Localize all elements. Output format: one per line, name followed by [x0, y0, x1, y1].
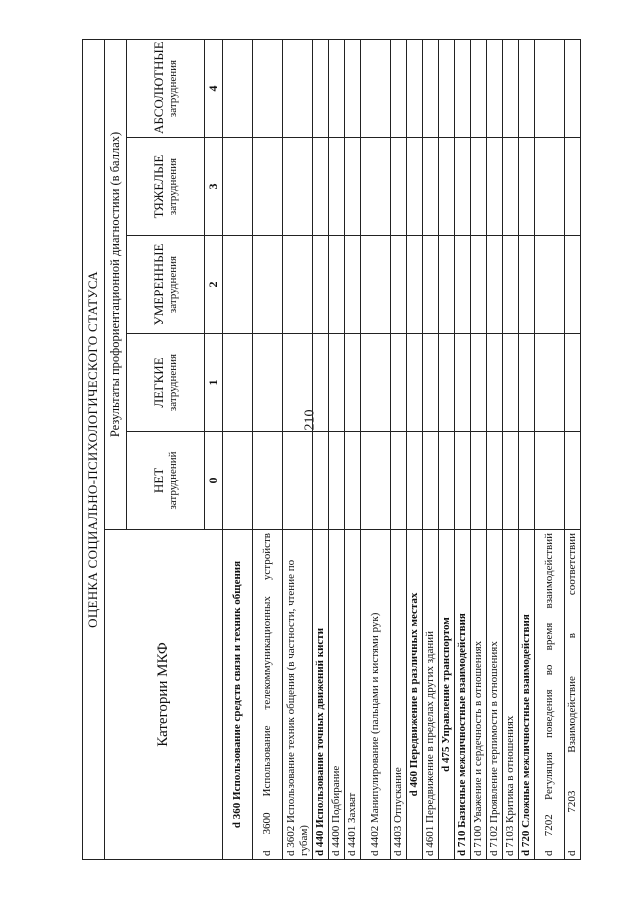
table-row — [439, 40, 455, 860]
category-cell: d 4403 Отпускание — [391, 530, 407, 860]
category-cell: d 360 Использование средств связи и техник общения — [223, 530, 253, 860]
table-row — [423, 40, 439, 860]
score-cell[interactable] — [345, 432, 361, 530]
score-cell[interactable] — [423, 334, 439, 432]
score-cell[interactable] — [223, 334, 253, 432]
column-score: 0 — [205, 432, 223, 530]
score-cell[interactable] — [253, 138, 283, 236]
score-cell[interactable] — [535, 40, 565, 138]
score-cell[interactable] — [471, 432, 487, 530]
score-cell[interactable] — [487, 236, 503, 334]
category-cell: d 440 Использование точных движений кисти — [313, 530, 329, 860]
score-cell[interactable] — [313, 236, 329, 334]
score-cell[interactable] — [391, 432, 407, 530]
category-cell: d 4402 Манипулирование (пальцами и кистями рук) — [361, 530, 391, 860]
column-header — [127, 138, 205, 236]
score-cell[interactable] — [407, 334, 423, 432]
score-cell[interactable] — [313, 432, 329, 530]
score-cell[interactable] — [503, 236, 519, 334]
table-row — [565, 40, 581, 860]
score-cell[interactable] — [345, 334, 361, 432]
score-cell[interactable] — [439, 40, 455, 138]
category-cell: d 7203 Взаимодействие в соответствии — [565, 530, 581, 860]
column-header — [127, 432, 205, 530]
score-cell[interactable] — [391, 236, 407, 334]
score-cell[interactable] — [283, 236, 313, 334]
score-cell[interactable] — [283, 334, 313, 432]
score-cell[interactable] — [423, 432, 439, 530]
score-cell[interactable] — [223, 236, 253, 334]
category-cell: d 3602 Использование техник общения (в частности, чтение по губам) — [283, 530, 313, 860]
score-cell[interactable] — [471, 334, 487, 432]
score-cell[interactable] — [253, 40, 283, 138]
score-cell[interactable] — [223, 138, 253, 236]
score-cell[interactable] — [519, 236, 535, 334]
category-cell: d 4601 Передвижение в пределах других зданий — [423, 530, 439, 860]
category-cell: d 475 Управление транспортом — [439, 530, 455, 860]
score-cell[interactable] — [361, 236, 391, 334]
table-row — [361, 40, 391, 860]
table-row — [455, 40, 471, 860]
score-cell[interactable] — [471, 40, 487, 138]
score-cell[interactable] — [407, 236, 423, 334]
category-cell: d 460 Передвижение в различных местах — [407, 530, 423, 860]
score-cell[interactable] — [283, 432, 313, 530]
score-cell[interactable] — [253, 236, 283, 334]
score-cell[interactable] — [487, 334, 503, 432]
category-cell: d 7103 Критика в отношениях — [503, 530, 519, 860]
table-row — [329, 40, 345, 860]
score-cell[interactable] — [423, 138, 439, 236]
column-score: 1 — [205, 334, 223, 432]
score-cell[interactable] — [519, 138, 535, 236]
table-row — [223, 40, 253, 860]
score-cell[interactable] — [361, 334, 391, 432]
score-cell[interactable] — [407, 138, 423, 236]
score-cell[interactable] — [329, 432, 345, 530]
column-header — [127, 40, 205, 138]
score-cell[interactable] — [487, 40, 503, 138]
score-cell[interactable] — [329, 236, 345, 334]
results-header: Результаты профориентационной диагностики (в баллах) — [105, 40, 127, 530]
category-cell: d 720 Сложные межличностные взаимодействия — [519, 530, 535, 860]
table-row — [253, 40, 283, 860]
score-cell[interactable] — [519, 334, 535, 432]
table-row — [471, 40, 487, 860]
category-cell: d 4401 Захват — [345, 530, 361, 860]
score-cell[interactable] — [345, 40, 361, 138]
column-score: 3 — [205, 138, 223, 236]
score-cell[interactable] — [519, 432, 535, 530]
column-subtitle: затруднения — [166, 255, 179, 314]
table-row — [391, 40, 407, 860]
score-cell[interactable] — [439, 432, 455, 530]
table-row — [407, 40, 423, 860]
score-cell[interactable] — [487, 138, 503, 236]
score-cell[interactable] — [565, 138, 581, 236]
column-header — [127, 334, 205, 432]
score-cell[interactable] — [535, 334, 565, 432]
score-cell[interactable] — [407, 432, 423, 530]
score-cell[interactable] — [455, 236, 471, 334]
score-cell[interactable] — [471, 236, 487, 334]
page-number: 210 — [302, 409, 318, 431]
score-cell[interactable] — [455, 138, 471, 236]
score-cell[interactable] — [313, 138, 329, 236]
score-cell[interactable] — [391, 40, 407, 138]
score-cell[interactable] — [487, 432, 503, 530]
score-cell[interactable] — [391, 138, 407, 236]
score-cell[interactable] — [565, 236, 581, 334]
score-cell[interactable] — [535, 236, 565, 334]
score-cell[interactable] — [439, 334, 455, 432]
score-cell[interactable] — [565, 432, 581, 530]
category-cell: d 4400 Подбирание — [329, 530, 345, 860]
score-cell[interactable] — [283, 40, 313, 138]
category-cell: d 7100 Уважение и сердечность в отношениях — [471, 530, 487, 860]
table-row — [313, 40, 329, 860]
column-title: ТЯЖЕЛЫЕ — [151, 154, 167, 219]
score-cell[interactable] — [455, 40, 471, 138]
score-cell[interactable] — [253, 432, 283, 530]
score-cell[interactable] — [329, 334, 345, 432]
score-cell[interactable] — [223, 432, 253, 530]
score-cell[interactable] — [565, 40, 581, 138]
score-cell[interactable] — [423, 40, 439, 138]
score-cell[interactable] — [313, 40, 329, 138]
column-title: НЕТ — [151, 467, 167, 494]
score-cell[interactable] — [503, 40, 519, 138]
column-header — [127, 236, 205, 334]
score-cell[interactable] — [361, 432, 391, 530]
column-title: ЛЕГКИЕ — [151, 357, 167, 408]
score-cell[interactable] — [253, 334, 283, 432]
score-cell[interactable] — [439, 138, 455, 236]
score-cell[interactable] — [535, 432, 565, 530]
column-title: АБСОЛЮТНЫЕ — [151, 41, 167, 134]
score-cell[interactable] — [329, 138, 345, 236]
score-cell[interactable] — [535, 138, 565, 236]
score-cell[interactable] — [391, 334, 407, 432]
table-title: ОЦЕНКА СОЦИАЛЬНО-ПСИХОЛОГИЧЕСКОГО СТАТУСА — [83, 40, 105, 860]
category-cell: d 710 Базисные межличностные взаимодействия — [455, 530, 471, 860]
assessment-table — [82, 39, 581, 860]
score-cell[interactable] — [455, 334, 471, 432]
table-row — [487, 40, 503, 860]
column-subtitle: затруднений — [166, 451, 179, 510]
score-cell[interactable] — [345, 138, 361, 236]
category-header: Категории МКФ — [105, 530, 223, 860]
table-row — [283, 40, 313, 860]
table-row — [535, 40, 565, 860]
score-cell[interactable] — [361, 138, 391, 236]
score-cell[interactable] — [423, 236, 439, 334]
column-subtitle: затруднения — [166, 353, 179, 412]
score-cell[interactable] — [503, 432, 519, 530]
column-score: 2 — [205, 236, 223, 334]
score-cell[interactable] — [565, 334, 581, 432]
score-cell[interactable] — [313, 334, 329, 432]
score-cell[interactable] — [503, 138, 519, 236]
score-cell[interactable] — [455, 432, 471, 530]
score-cell[interactable] — [345, 236, 361, 334]
category-cell: d 7202 Регуляция поведения во время взаимодействий — [535, 530, 565, 860]
table-row — [503, 40, 519, 860]
score-cell[interactable] — [439, 236, 455, 334]
score-cell[interactable] — [283, 138, 313, 236]
column-title: УМЕРЕННЫЕ — [151, 243, 167, 326]
score-cell[interactable] — [329, 40, 345, 138]
table-row — [345, 40, 361, 860]
category-cell: d 7102 Проявление терпимости в отношениях — [487, 530, 503, 860]
category-cell: d 3600 Использование телекоммуникационных устройств — [253, 530, 283, 860]
table-row — [519, 40, 535, 860]
score-cell[interactable] — [361, 40, 391, 138]
score-cell[interactable] — [519, 40, 535, 138]
score-cell[interactable] — [503, 334, 519, 432]
column-subtitle: затруднения — [166, 157, 179, 216]
score-cell[interactable] — [407, 40, 423, 138]
column-score: 4 — [205, 40, 223, 138]
rotated-table-container — [82, 40, 579, 860]
score-cell[interactable] — [223, 40, 253, 138]
score-cell[interactable] — [471, 138, 487, 236]
column-subtitle: затруднения — [166, 59, 179, 118]
